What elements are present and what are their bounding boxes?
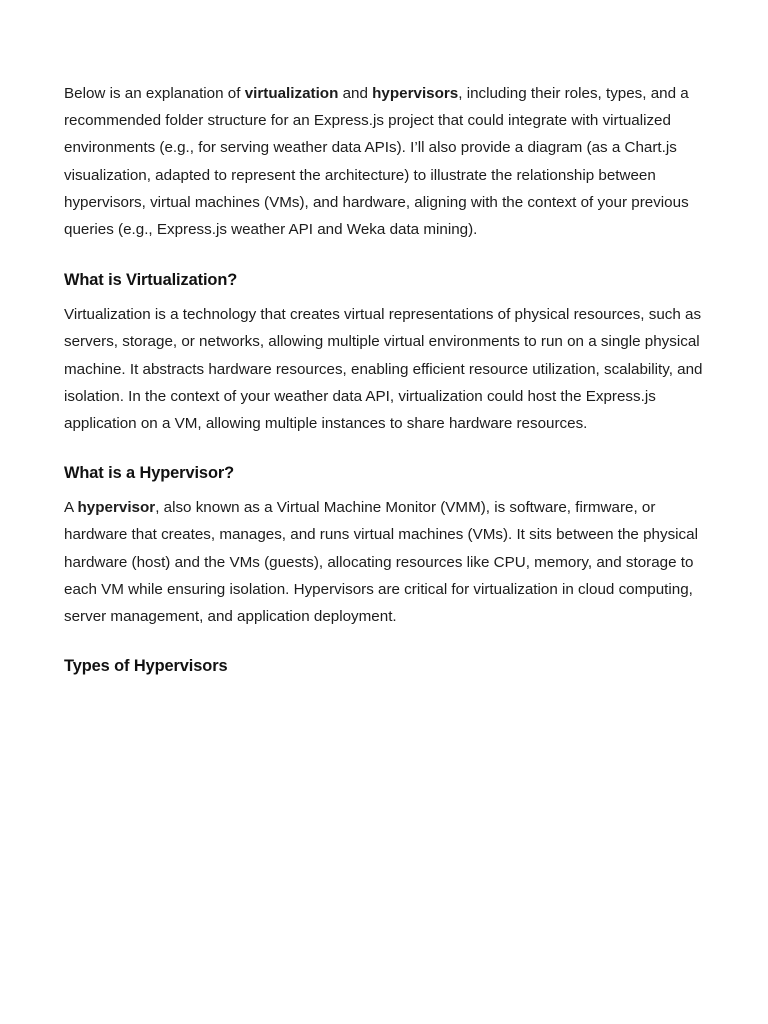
intro-paragraph [64,80,708,243]
hypervisor-text-1: A [64,499,78,517]
virtualization-term: virtualization [244,85,339,102]
intro-text-2: and [338,85,373,102]
intro-text-3: , including their roles, types, and a recommended folder structure for an Express.js project that could integrate with virtualized environments (e.g., for serving weather data APIs). I’ll also provide a diagram (as a Chart.js visualization, adapted to represent the architecture) to illustrate the relationship between hypervisors, virtual machines (VMs), and hardware, aligning with the context of your previous queries (e.g., Express.js weather API and Weka data mining). [64,85,689,239]
document-page [64,80,708,678]
virtualization-heading: What is Virtualization? [64,271,238,290]
types-of-hypervisors-heading: Types of Hypervisors [64,657,228,676]
hypervisors-term: hypervisors [372,85,459,102]
intro-text-1: Below is an explanation of [64,85,245,102]
hypervisor-text-2: , also known as a Virtual Machine Monitor (VMM), is software, firmware, or hardware that creates, manages, and runs virtual machines (VMs). It sits between the physical hardware (host) and the VMs (guests), allocating resources like CPU, memory, and storage to each VM while ensuring isolation. Hypervisors are critical for virtualization in cloud computing, server management, and application deployment. [64,499,698,626]
hypervisor-paragraph [64,494,708,630]
virtualization-paragraph: Virtualization is a technology that creates virtual representations of physical resources, such as servers, storage, or networks, allowing multiple virtual environments to run on a single physical machine. It abstracts hardware resources, enabling efficient resource utilization, scalability, and isolation. In the context of your weather data API, virtualization could host the Express.js application on a VM, allowing multiple instances to share hardware resources. [64,306,703,433]
hypervisor-heading: What is a Hypervisor? [64,464,235,483]
hypervisor-term: hypervisor [77,499,156,517]
